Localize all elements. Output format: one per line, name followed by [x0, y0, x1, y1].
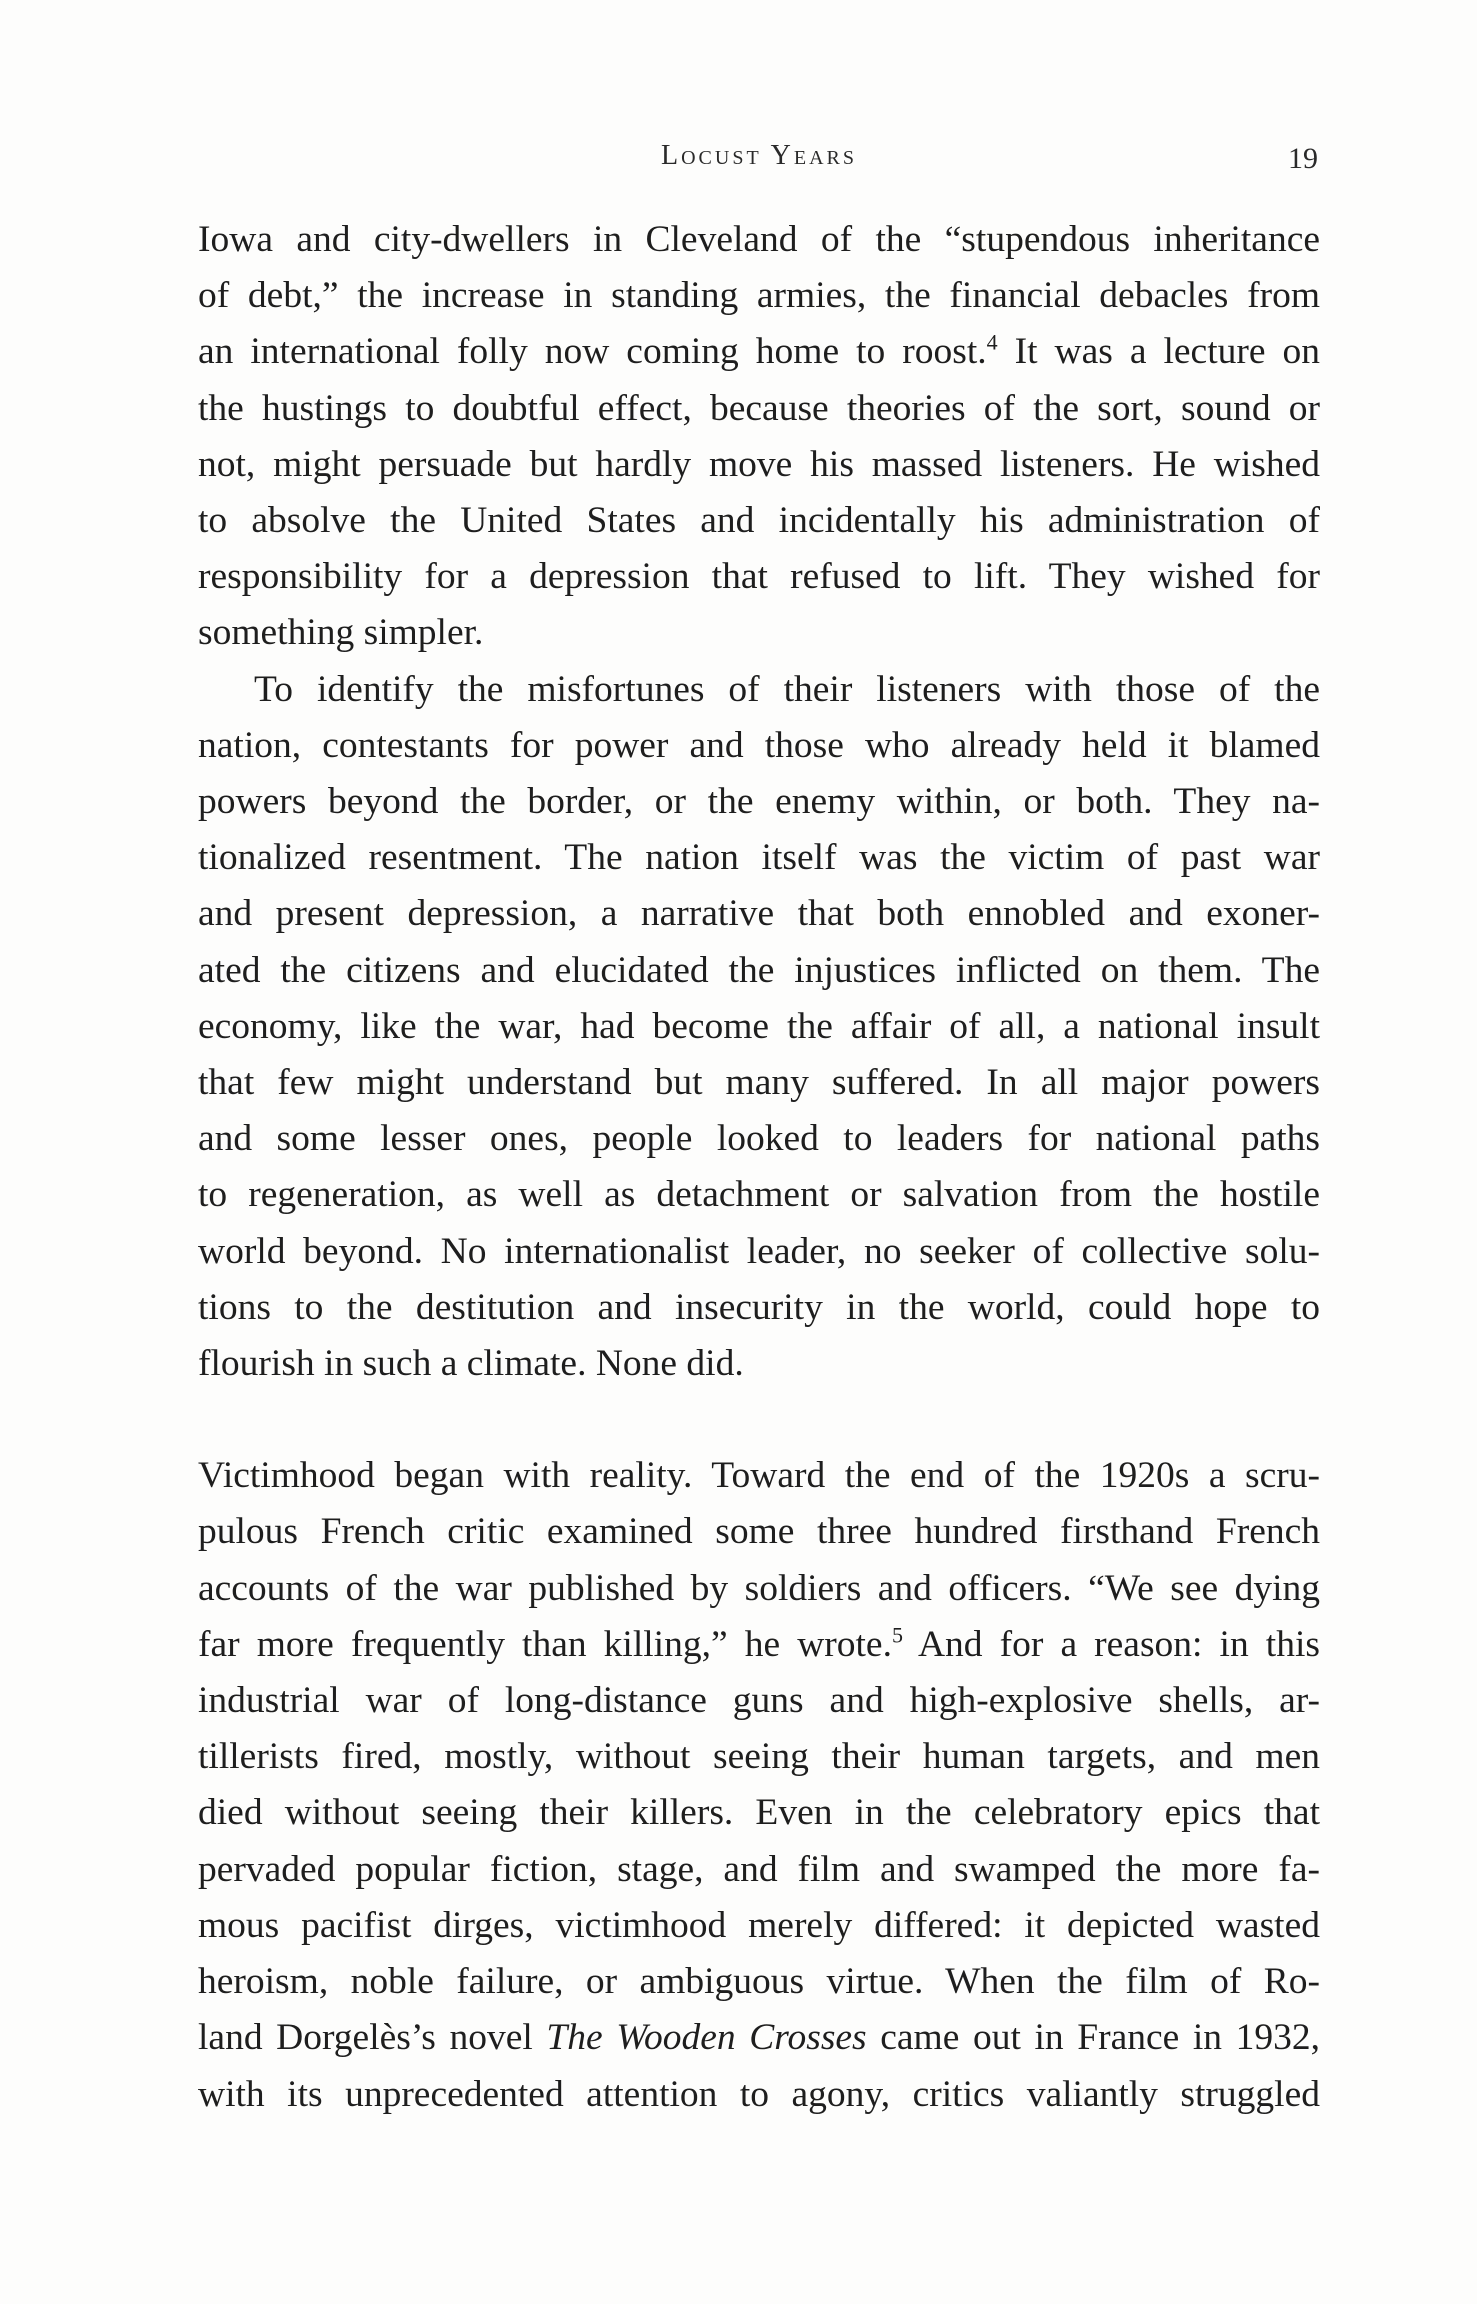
footnote-ref[interactable]: 4: [986, 329, 998, 355]
text-line: of debt,” the increase in standing armies, the financial debacles from: [198, 275, 1320, 317]
paragraph-1: [198, 212, 1320, 662]
text-line: [198, 1617, 1320, 1673]
body-text: [198, 212, 1320, 2123]
text-segment: It was a lecture on: [997, 331, 1320, 373]
running-title: Locust Years: [661, 140, 857, 171]
text-line: accounts of the war published by soldiers and officers. “We see dying: [198, 1567, 1320, 1609]
book-title: The Wooden Crosses: [546, 2017, 867, 2059]
text-line: To identify the misfortunes of their listeners with those of the: [254, 668, 1320, 710]
section-break: [198, 1392, 1320, 1448]
text-line: with its unprecedented attention to agony, critics valiantly struggled: [198, 2073, 1320, 2115]
text-line: died without seeing their killers. Even in the celebratory epics that: [198, 1792, 1320, 1834]
text-line: and present depression, a narrative that both ennobled and exoner-: [198, 893, 1320, 935]
text-line: tillerists fired, mostly, without seeing their human targets, and men: [198, 1736, 1320, 1778]
paragraph-3: [198, 1448, 1320, 2122]
text-segment: And for a reason: in this: [902, 1623, 1320, 1665]
text-line: tions to the destitution and insecurity in the world, could hope to: [198, 1286, 1320, 1328]
text-line: tionalized resentment. The nation itself was the victim of past war: [198, 837, 1320, 879]
text-line: something simpler.: [198, 612, 484, 654]
text-line: [198, 2010, 1320, 2066]
text-line: heroism, noble failure, or ambiguous virtue. When the film of Ro-: [198, 1961, 1320, 2003]
text-line: Iowa and city-dwellers in Cleveland of the “stupendous inheritance: [198, 219, 1320, 260]
text-line: the hustings to doubtful effect, because theories of the sort, sound or: [198, 387, 1320, 429]
text-line: ated the citizens and elucidated the injustices inflicted on them. The: [198, 949, 1320, 991]
text-line: responsibility for a depression that refused to lift. They wished for: [198, 556, 1320, 598]
text-segment: far more frequently than killing,” he wrote.: [198, 1623, 892, 1665]
footnote-ref[interactable]: 5: [891, 1622, 903, 1648]
text-line: flourish in such a climate. None did.: [198, 1343, 744, 1385]
text-segment: came out in France in 1932,: [866, 2017, 1320, 2059]
text-line: to regeneration, as well as detachment or salvation from the hostile: [198, 1174, 1320, 1216]
text-line: to absolve the United States and incidentally his administration of: [198, 500, 1320, 542]
text-line: powers beyond the border, or the enemy within, or both. They na-: [198, 781, 1320, 823]
text-line: and some lesser ones, people looked to leaders for national paths: [198, 1118, 1320, 1160]
text-line: Victimhood began with reality. Toward the end of the 1920s a scru-: [198, 1455, 1320, 1497]
paragraph-2: [198, 662, 1320, 1393]
text-line: economy, like the war, had become the affair of all, a national insult: [198, 1005, 1320, 1047]
page-number: 19: [1288, 142, 1318, 175]
text-line: nation, contestants for power and those who already held it blamed: [198, 724, 1320, 766]
text-line: pervaded popular fiction, stage, and film and swamped the more fa-: [198, 1848, 1320, 1890]
text-line: [198, 324, 1320, 380]
text-line: not, might persuade but hardly move his massed listeners. He wished: [198, 443, 1320, 485]
text-line: that few might understand but many suffered. In all major powers: [198, 1062, 1320, 1104]
text-segment: land Dorgelès’s novel: [198, 2017, 547, 2059]
text-line: industrial war of long-distance guns and high-explosive shells, ar-: [198, 1680, 1320, 1722]
running-head: [200, 140, 1318, 180]
text-line: world beyond. No internationalist leader, no seeker of collective solu-: [198, 1230, 1320, 1272]
text-line: pulous French critic examined some three hundred firsthand French: [198, 1511, 1320, 1553]
text-line: mous pacifist dirges, victimhood merely differed: it depicted wasted: [198, 1904, 1320, 1946]
text-segment: an international folly now coming home to roost.: [198, 331, 987, 373]
